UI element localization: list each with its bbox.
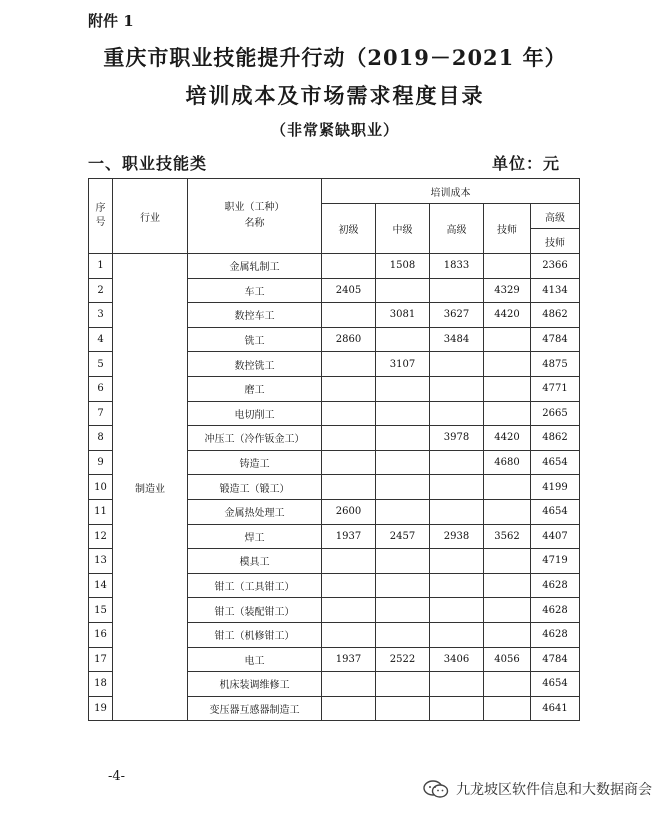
cost-junior: 1937 <box>322 524 376 549</box>
occupation-name: 电工 <box>188 647 322 672</box>
cost-intermediate <box>376 401 430 426</box>
cost-junior <box>322 426 376 451</box>
wechat-icon <box>422 779 450 799</box>
watermark-text: 九龙坡区软件信息和大数据商会 <box>456 782 652 798</box>
cost-junior <box>322 672 376 697</box>
cost-senior-technician: 4875 <box>531 352 580 377</box>
row-index: 17 <box>89 647 113 672</box>
occupation-name: 钳工（装配钳工） <box>188 598 322 623</box>
cost-intermediate <box>376 475 430 500</box>
cost-junior <box>322 376 376 401</box>
cost-senior <box>430 696 484 721</box>
occupation-name: 金属轧制工 <box>188 254 322 279</box>
cost-senior: 3627 <box>430 303 484 328</box>
cost-technician: 4420 <box>484 303 531 328</box>
cost-technician <box>484 376 531 401</box>
cost-senior: 1833 <box>430 254 484 279</box>
cost-senior-technician: 4134 <box>531 278 580 303</box>
cost-senior <box>430 499 484 524</box>
occupation-name: 模具工 <box>188 549 322 574</box>
row-index: 10 <box>89 475 113 500</box>
cost-senior: 2938 <box>430 524 484 549</box>
cost-intermediate <box>376 696 430 721</box>
cost-junior <box>322 303 376 328</box>
cost-senior <box>430 475 484 500</box>
cost-junior: 2860 <box>322 327 376 352</box>
header-level-senior: 高级 <box>430 204 484 254</box>
cost-senior-technician: 4628 <box>531 622 580 647</box>
cost-senior-technician: 4407 <box>531 524 580 549</box>
cost-senior-technician: 2366 <box>531 254 580 279</box>
header-level-junior: 初级 <box>322 204 376 254</box>
cost-senior-technician: 4654 <box>531 499 580 524</box>
cost-senior <box>430 450 484 475</box>
cost-intermediate <box>376 499 430 524</box>
cost-technician <box>484 622 531 647</box>
cost-senior <box>430 352 484 377</box>
occupation-name: 变压器互感器制造工 <box>188 696 322 721</box>
cost-intermediate <box>376 573 430 598</box>
occupation-name: 铣工 <box>188 327 322 352</box>
occupation-name: 数控车工 <box>188 303 322 328</box>
row-index: 18 <box>89 672 113 697</box>
header-industry: 行业 <box>113 179 188 254</box>
row-index: 1 <box>89 254 113 279</box>
occupation-name: 焊工 <box>188 524 322 549</box>
cost-senior-technician: 4199 <box>531 475 580 500</box>
cost-senior-technician: 4641 <box>531 696 580 721</box>
row-index: 15 <box>89 598 113 623</box>
cost-senior <box>430 278 484 303</box>
attachment-label: 附件 1 <box>88 12 134 30</box>
cost-junior: 2405 <box>322 278 376 303</box>
cost-technician <box>484 598 531 623</box>
page-number: -4- <box>108 769 126 784</box>
cost-technician <box>484 696 531 721</box>
occupation-name: 机床装调维修工 <box>188 672 322 697</box>
cost-intermediate: 2522 <box>376 647 430 672</box>
row-index: 9 <box>89 450 113 475</box>
header-training-cost: 培训成本 <box>322 179 580 204</box>
row-index: 4 <box>89 327 113 352</box>
header-occupation: 职业（工种） 名称 <box>188 179 322 254</box>
cost-senior-technician: 4654 <box>531 672 580 697</box>
header-level-senior-technician-bottom: 技师 <box>531 229 580 254</box>
cost-intermediate <box>376 549 430 574</box>
row-index: 2 <box>89 278 113 303</box>
cost-senior: 3978 <box>430 426 484 451</box>
cost-technician: 3562 <box>484 524 531 549</box>
cost-technician <box>484 475 531 500</box>
occupation-name: 电切削工 <box>188 401 322 426</box>
cost-senior <box>430 401 484 426</box>
cost-junior <box>322 598 376 623</box>
header-level-technician: 技师 <box>484 204 531 254</box>
row-index: 14 <box>89 573 113 598</box>
cost-technician: 4329 <box>484 278 531 303</box>
cost-intermediate: 3107 <box>376 352 430 377</box>
occupation-name: 锻造工（锻工） <box>188 475 322 500</box>
row-index: 3 <box>89 303 113 328</box>
row-index: 16 <box>89 622 113 647</box>
cost-senior-technician: 4654 <box>531 450 580 475</box>
cost-technician <box>484 499 531 524</box>
cost-junior <box>322 549 376 574</box>
training-cost-table <box>88 178 580 721</box>
cost-technician: 4056 <box>484 647 531 672</box>
cost-senior-technician: 4862 <box>531 426 580 451</box>
cost-technician: 4420 <box>484 426 531 451</box>
section-heading: 一、职业技能类 <box>88 154 208 173</box>
cost-intermediate <box>376 278 430 303</box>
cost-technician <box>484 254 531 279</box>
occupation-name: 钳工（机修钳工） <box>188 622 322 647</box>
occupation-name: 数控铣工 <box>188 352 322 377</box>
document-title-line1: 重庆市职业技能提升行动（2019－2021 年） <box>103 45 567 70</box>
cost-intermediate <box>376 622 430 647</box>
cost-senior-technician: 4784 <box>531 327 580 352</box>
table-row <box>89 254 580 279</box>
occupation-name: 磨工 <box>188 376 322 401</box>
cost-technician <box>484 549 531 574</box>
row-index: 8 <box>89 426 113 451</box>
cost-senior <box>430 622 484 647</box>
watermark <box>422 779 652 799</box>
header-level-senior-technician-top: 高级 <box>531 204 580 229</box>
cost-senior <box>430 376 484 401</box>
row-index: 5 <box>89 352 113 377</box>
cost-technician <box>484 327 531 352</box>
cost-junior: 2600 <box>322 499 376 524</box>
cost-senior <box>430 672 484 697</box>
cost-technician <box>484 573 531 598</box>
cost-intermediate <box>376 426 430 451</box>
cost-intermediate <box>376 598 430 623</box>
cost-technician <box>484 672 531 697</box>
header-level-intermediate: 中级 <box>376 204 430 254</box>
cost-senior-technician: 4862 <box>531 303 580 328</box>
industry-cell: 制造业 <box>113 254 188 721</box>
cost-senior-technician: 4771 <box>531 376 580 401</box>
cost-junior <box>322 450 376 475</box>
cost-intermediate: 2457 <box>376 524 430 549</box>
cost-junior <box>322 401 376 426</box>
cost-senior <box>430 549 484 574</box>
table-body <box>89 254 580 721</box>
cost-intermediate: 1508 <box>376 254 430 279</box>
occupation-name: 冲压工（冷作钣金工） <box>188 426 322 451</box>
cost-senior-technician: 4628 <box>531 598 580 623</box>
cost-junior: 1937 <box>322 647 376 672</box>
occupation-name: 金属热处理工 <box>188 499 322 524</box>
cost-junior <box>322 622 376 647</box>
occupation-name: 车工 <box>188 278 322 303</box>
row-index: 13 <box>89 549 113 574</box>
document-title-line2: 培训成本及市场需求程度目录 <box>185 83 485 108</box>
row-index: 19 <box>89 696 113 721</box>
cost-junior <box>322 573 376 598</box>
cost-senior: 3484 <box>430 327 484 352</box>
cost-technician: 4680 <box>484 450 531 475</box>
cost-technician <box>484 352 531 377</box>
cost-senior-technician: 4719 <box>531 549 580 574</box>
cost-intermediate <box>376 376 430 401</box>
cost-intermediate <box>376 327 430 352</box>
row-index: 12 <box>89 524 113 549</box>
document-subtitle: （非常紧缺职业） <box>270 121 399 139</box>
occupation-name: 钳工（工具钳工） <box>188 573 322 598</box>
cost-senior <box>430 598 484 623</box>
cost-senior <box>430 573 484 598</box>
cost-intermediate <box>376 450 430 475</box>
cost-intermediate <box>376 672 430 697</box>
cost-junior <box>322 254 376 279</box>
cost-technician <box>484 401 531 426</box>
row-index: 11 <box>89 499 113 524</box>
occupation-name: 铸造工 <box>188 450 322 475</box>
cost-junior <box>322 696 376 721</box>
cost-senior-technician: 4628 <box>531 573 580 598</box>
cost-junior <box>322 475 376 500</box>
cost-junior <box>322 352 376 377</box>
cost-senior-technician: 4784 <box>531 647 580 672</box>
row-index: 7 <box>89 401 113 426</box>
unit-label: 单位：元 <box>492 154 561 173</box>
cost-senior-technician: 2665 <box>531 401 580 426</box>
header-index: 序 号 <box>89 179 113 254</box>
cost-intermediate: 3081 <box>376 303 430 328</box>
row-index: 6 <box>89 376 113 401</box>
cost-senior: 3406 <box>430 647 484 672</box>
